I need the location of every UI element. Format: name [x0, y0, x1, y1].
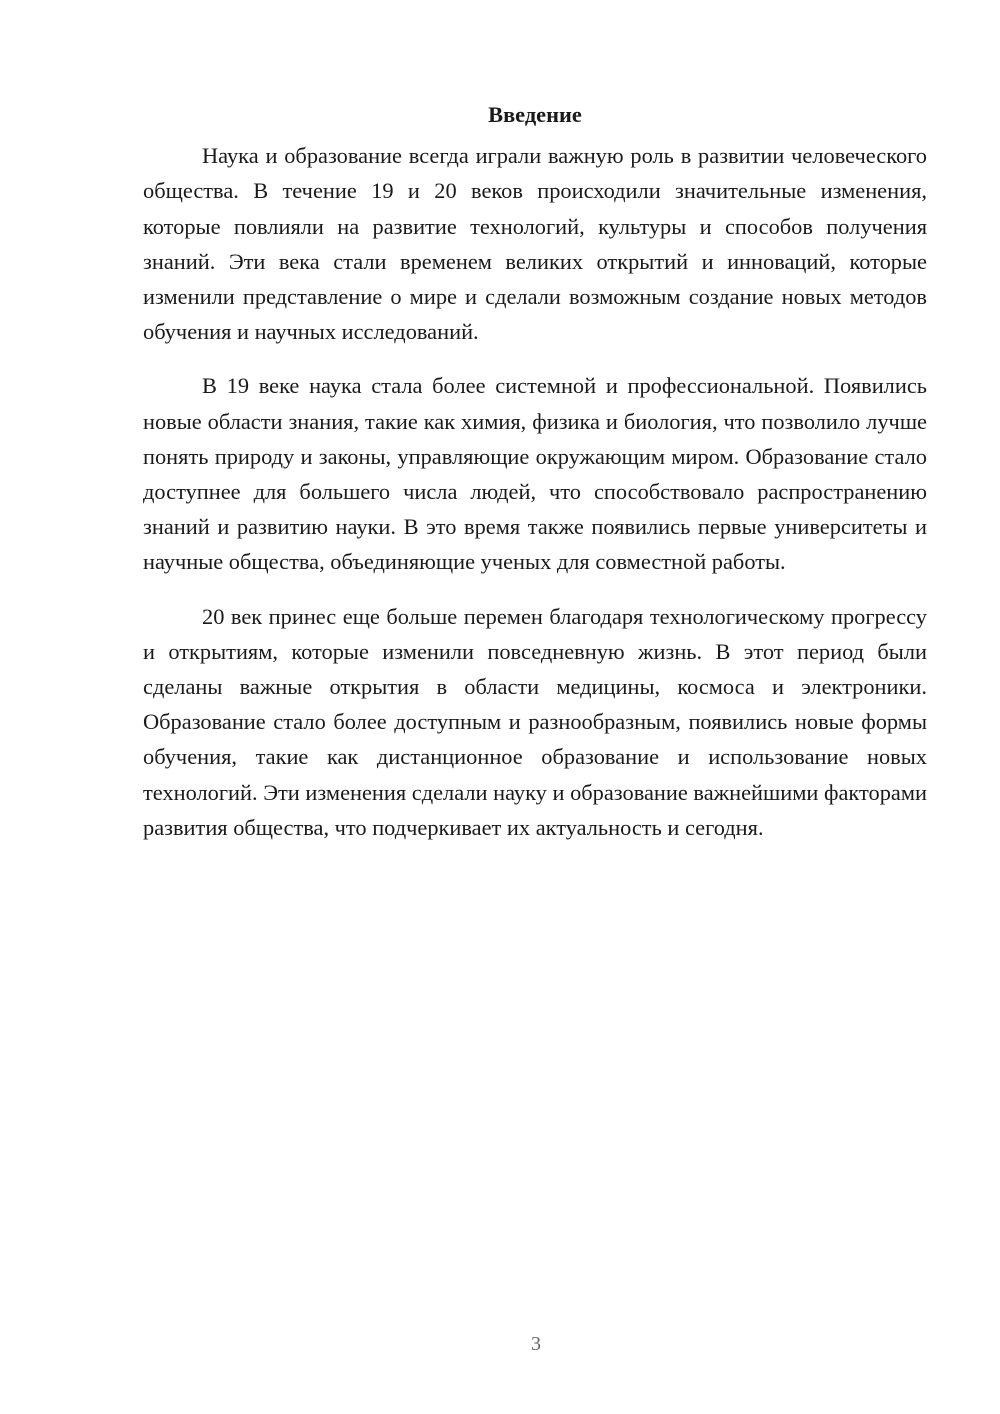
paragraph-19th-century: В 19 веке наука стала более системной и профессиональной. Появились новые области знания, такие как химия, физика и биология, что позволило лучше понять природу и законы, управляющие окружающим миром. Образование стало доступнее для большего числа людей, что способствовало распространению знаний и развитию науки. В это время также появились первые университеты и научные общества, объединяющие ученых для совместной работы. — [143, 373, 927, 575]
paragraph-intro: Наука и образование всегда играли важную роль в развитии человеческого общества. В течение 19 и 20 веков происходили значительные изменения, которые повлияли на развитие технологий, культуры и способов получения знаний. Эти века стали временем великих открытий и инноваций, которые изменили представление о мире и сделали возможным создание новых методов обучения и научных исследований. — [143, 143, 927, 345]
page-number: 3 — [531, 1333, 541, 1355]
page-content — [143, 97, 927, 864]
paragraph-20th-century: 20 век принес еще больше перемен благодаря технологическому прогрессу и открытиям, которые изменили повседневную жизнь. В этот период были сделаны важные открытия в области медицины, космоса и электроники. Образование стало более доступным и разнообразным, появились новые формы обучения, такие как дистанционное образование и использование новых технологий. Эти изменения сделали науку и образование важнейшими факторами развития общества, что подчеркивает их актуальность и сегодня. — [143, 603, 927, 840]
section-heading: Введение — [488, 102, 582, 127]
